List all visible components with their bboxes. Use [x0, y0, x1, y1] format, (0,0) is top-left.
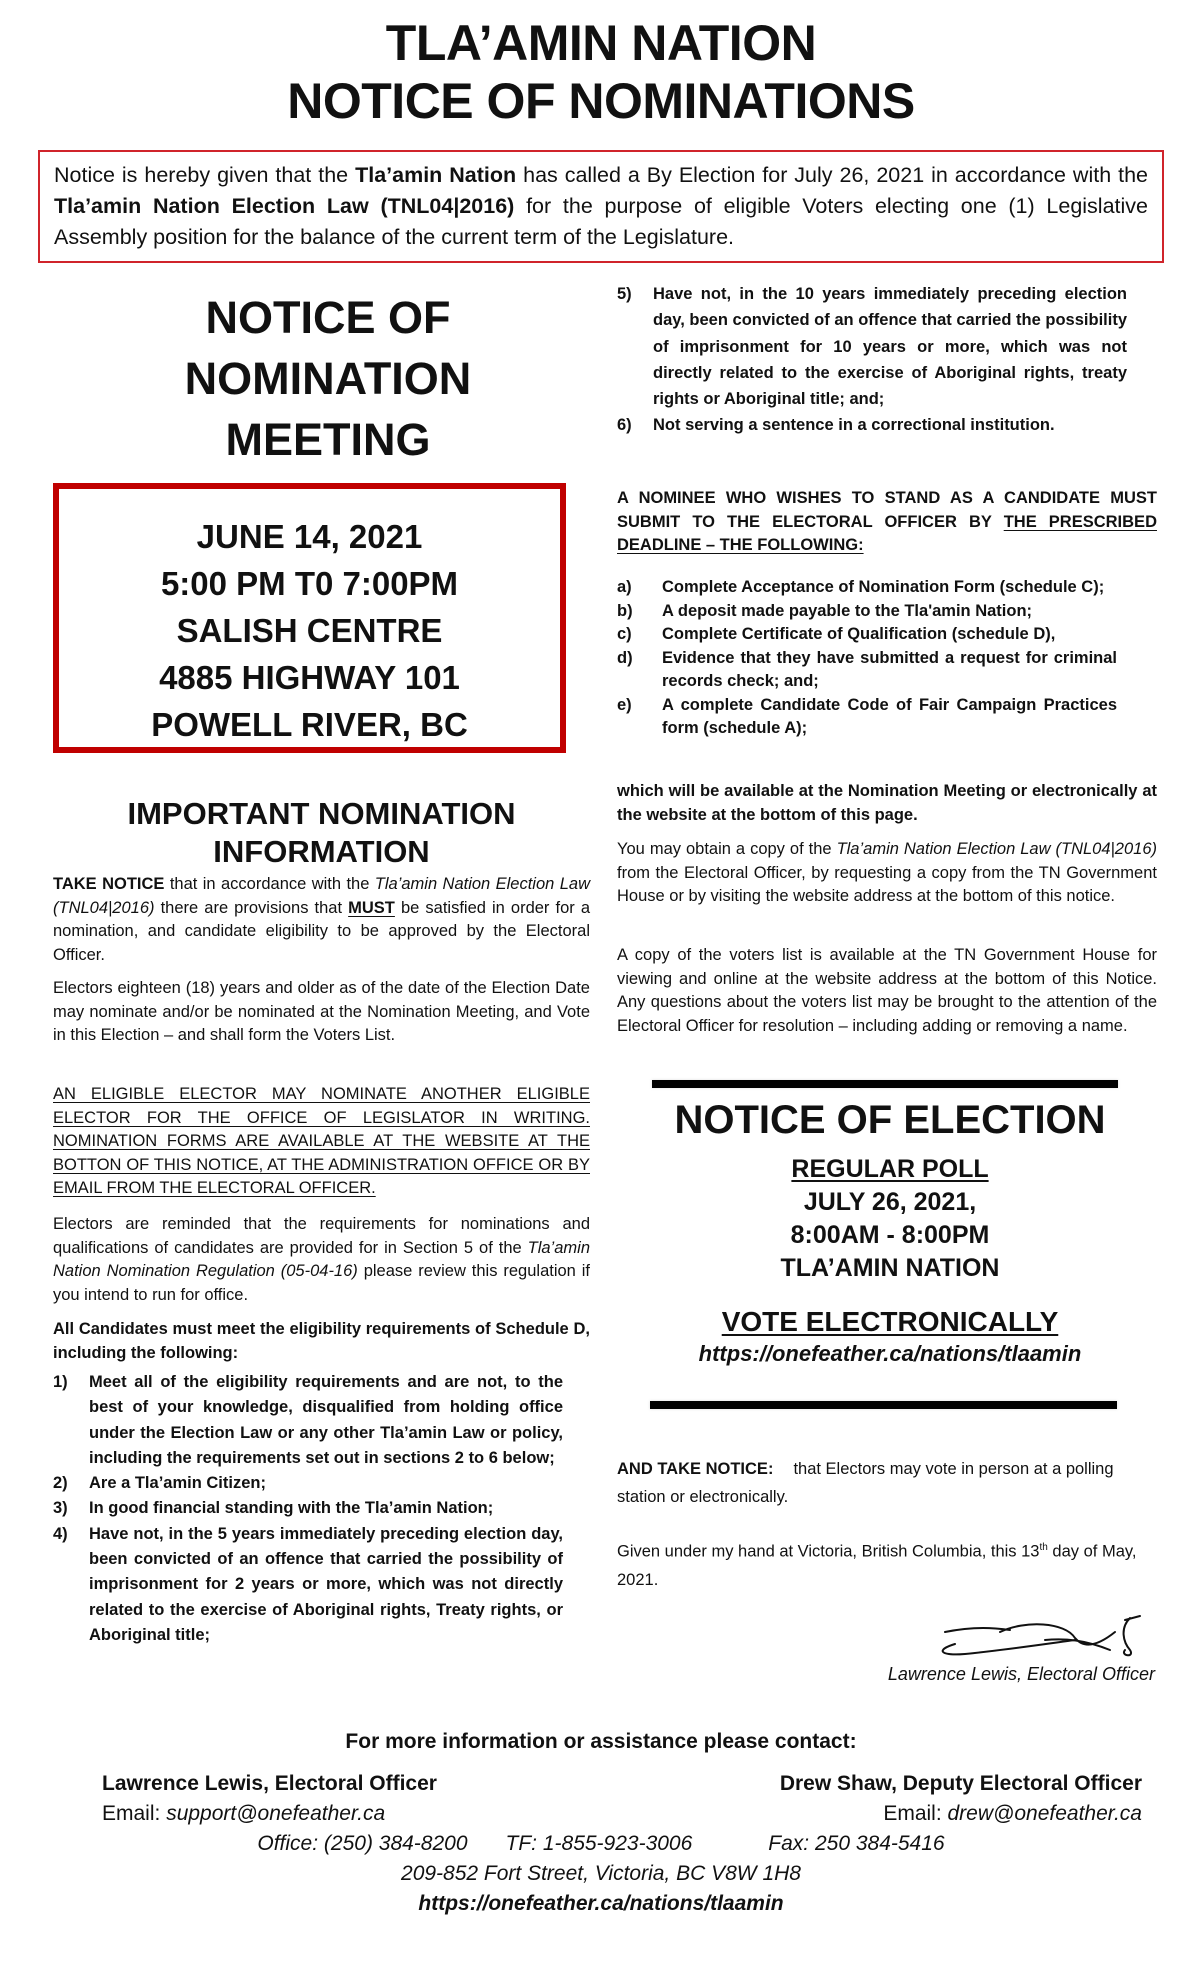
text: from the Electoral Officer, by requesting a copy from the TN Government House or by visiting the website address at the bottom of this notice. — [617, 863, 1157, 905]
item-number: 1) — [53, 1373, 68, 1391]
divider-top — [652, 1080, 1118, 1088]
requirement-item — [53, 1522, 563, 1648]
vote-electronically-block — [610, 1305, 1170, 1369]
item-number: 4) — [53, 1524, 68, 1543]
meeting-city: POWELL RIVER, BC — [151, 706, 468, 743]
ordinal-suffix: th — [1039, 1542, 1048, 1553]
item-letter: b) — [617, 601, 633, 620]
requirement-item — [53, 1370, 563, 1471]
signer-name: Lawrence Lewis, Electoral Officer — [887, 1664, 1155, 1684]
text: Electors are reminded that the requirements for nominations and qualifications of candidates are provided for in Section 5 of the — [53, 1215, 590, 1257]
important-heading-line: IMPORTANT NOMINATION — [127, 796, 516, 831]
title-line-2: NOTICE OF NOMINATIONS — [287, 73, 915, 129]
text: Given under my hand at Victoria, British Columbia, this 13 — [617, 1542, 1040, 1561]
meeting-time: 5:00 PM T0 7:00PM — [160, 565, 459, 602]
given-under-hand-paragraph — [617, 1534, 1157, 1594]
nominee-heading — [617, 487, 1157, 558]
submission-list — [617, 576, 1117, 741]
meeting-title-line: NOTICE OF — [205, 292, 451, 343]
text: You may obtain a copy of the — [617, 840, 837, 858]
item-text: A complete Candidate Code of Fair Campaign Practices form (schedule A); — [662, 695, 1117, 737]
item-letter: a) — [617, 578, 632, 596]
meeting-venue: SALISH CENTRE — [176, 612, 443, 649]
meeting-date: JUNE 14, 2021 — [196, 518, 423, 555]
and-take-notice-paragraph — [617, 1455, 1157, 1511]
submission-item — [617, 600, 1117, 624]
availability-paragraph: which will be available at the Nomination Meeting or electronically at the website at the bottom of this page. — [617, 782, 1157, 824]
signature-stroke — [943, 1616, 1140, 1655]
item-text: Complete Certificate of Qualification (schedule D), — [662, 625, 1056, 643]
poll-heading: REGULAR POLL — [791, 1155, 989, 1183]
item-text: Have not, in the 10 years immediately preceding election day, been convicted of an offence that carried the possibility of imprisonment for 10 years or more, which was not directly related to the exercise of Aboriginal rights, treaty rights or Aboriginal title; and; — [653, 285, 1127, 409]
intro-notice-box — [38, 150, 1164, 263]
title-line-1: TLA’AMIN NATION — [385, 15, 817, 71]
officer-name: Lawrence Lewis, Electoral Officer — [102, 1772, 437, 1795]
requirement-item — [617, 281, 1127, 412]
item-number: 3) — [53, 1499, 68, 1518]
item-letter: e) — [617, 695, 632, 714]
intro-text-1: Notice is hereby given that the — [54, 163, 356, 187]
item-number: 5) — [617, 285, 632, 303]
meeting-title-line: MEETING — [225, 414, 431, 465]
item-letter: d) — [617, 648, 633, 667]
item-text: Have not, in the 5 years immediately preceding election day, been convicted of an offence that carried the possibility of imprisonment for 2 years or more, which was not directly related to the exercise of Aboriginal rights, Treaty rights, or Aboriginal title; — [89, 1524, 563, 1644]
law-citation: Tla’amin Nation Election Law (TNL04|2016) — [836, 840, 1157, 858]
item-text: In good financial standing with the Tla’amin Nation; — [89, 1499, 494, 1518]
intro-law: Tla’amin Nation Election Law (TNL04|2016) — [54, 194, 515, 218]
text: day of May, 2021. — [617, 1542, 1137, 1589]
contact-heading: For more information or assistance please contact: — [345, 1730, 857, 1753]
deadline-emphasis: THE PRESCRIBED DEADLINE – THE FOLLOWING: — [617, 512, 1157, 554]
item-text: Complete Acceptance of Nomination Form (schedule C); — [662, 578, 1105, 596]
important-info-heading — [53, 795, 590, 871]
page-title — [0, 14, 1202, 130]
email-link[interactable]: drew@onefeather.ca — [947, 1802, 1142, 1825]
voters-list-paragraph: A copy of the voters list is available at the TN Government House for viewing and online at the website address at the bottom of this Notice. Any questions about the voters list may be brought to the attention of the Electoral Officer for resolution – including adding or removing a name. — [617, 946, 1157, 1035]
text: there are provisions that — [154, 898, 349, 917]
intro-nation: Tla’amin Nation — [355, 163, 517, 187]
email-label: Email: — [102, 1802, 167, 1825]
officer-email-line — [102, 1799, 602, 1829]
vote-heading: VOTE ELECTRONICALLY — [721, 1306, 1059, 1337]
and-take-notice-label: AND TAKE NOTICE: — [617, 1460, 774, 1478]
requirements-list — [53, 1370, 563, 1648]
signature-image — [925, 1610, 1155, 1670]
requirement-item — [53, 1496, 563, 1521]
text: please review this regulation if you intend to run for office. — [53, 1262, 590, 1304]
phone-numbers — [0, 1829, 1202, 1859]
meeting-street: 4885 HIGHWAY 101 — [159, 659, 460, 696]
intro-text-2: has called a By Election for July 26, 2021 in accordance with the — [516, 163, 1148, 187]
election-title: NOTICE OF ELECTION — [674, 1098, 1106, 1142]
fax-number: Fax: 250 384-5416 — [768, 1832, 945, 1855]
meeting-title-line: NOMINATION — [184, 353, 472, 404]
item-letter: c) — [617, 625, 632, 643]
contact-deputy-officer — [642, 1769, 1142, 1829]
election-date: JULY 26, 2021, — [803, 1188, 977, 1216]
officer-name: Drew Shaw, Deputy Electoral Officer — [779, 1772, 1142, 1795]
submission-item — [617, 623, 1117, 647]
requirements-list-continued — [617, 281, 1127, 439]
text: be satisfied in order for a nomination, and candidate eligibility to be approved by the Electoral Officer. — [53, 898, 590, 964]
mailing-address: 209-852 Fort Street, Victoria, BC V8W 1H8 — [401, 1862, 801, 1885]
text: A NOMINEE WHO WISHES TO STAND AS A CANDIDATE MUST SUBMIT TO THE ELECTORAL OFFICER BY — [617, 489, 1157, 531]
candidates-intro: All Candidates must meet the eligibility requirements of Schedule D, including the following: — [53, 1320, 590, 1362]
office-phone: Office: (250) 384-8200 — [257, 1832, 468, 1855]
copy-law-paragraph — [617, 838, 1157, 909]
regulation-citation: Tla’amin Nation Nomination Regulation (05-04-16) — [53, 1238, 590, 1280]
election-details — [610, 1153, 1170, 1285]
item-text: Not serving a sentence in a correctional institution. — [653, 416, 1055, 435]
email-link[interactable]: support@onefeather.ca — [166, 1802, 386, 1825]
law-citation: Tla’amin Nation Election Law (TNL04|2016) — [53, 875, 590, 917]
item-text: A deposit made payable to the Tla'amin Nation; — [662, 601, 1033, 620]
reminder-paragraph — [53, 1213, 590, 1307]
eligible-elector-paragraph: AN ELIGIBLE ELECTOR MAY NOMINATE ANOTHER ELIGIBLE ELECTOR FOR THE OFFICE OF LEGISLATOR IN WRITING. NOMINATION FORMS ARE AVAILABLE AT THE WEBSITE AT THE BOTTON OF THIS NOTICE, AT THE ADMINISTRATION OFFICE OR BY EMAIL FROM THE ELECTORAL OFFICER. — [53, 1085, 590, 1197]
officer-email-line — [642, 1799, 1142, 1829]
requirement-item — [53, 1471, 563, 1496]
item-number: 6) — [617, 416, 632, 435]
must-emphasis: MUST — [348, 898, 395, 917]
take-notice-paragraph — [53, 873, 590, 967]
important-heading-line: INFORMATION — [213, 834, 430, 869]
divider-bottom — [650, 1401, 1117, 1409]
email-label: Email: — [883, 1802, 948, 1825]
item-text: Meet all of the eligibility requirements and are not, to the best of your knowledge, disqualified from holding office under the Election Law or any other Tla’amin Law or policy, including the requirements set out in sections 2 to 6 below; — [89, 1373, 563, 1467]
item-number: 2) — [53, 1474, 68, 1493]
meeting-title — [0, 287, 656, 470]
tollfree-phone: TF: 1-855-923-3006 — [505, 1832, 693, 1855]
election-location: TLA’AMIN NATION — [780, 1254, 1000, 1282]
item-text: Are a Tla’amin Citizen; — [89, 1474, 266, 1493]
contact-electoral-officer — [102, 1769, 602, 1829]
text: that Electors may vote in person at a polling station or electronically. — [617, 1460, 1114, 1506]
take-notice-label: TAKE NOTICE — [53, 875, 165, 893]
meeting-details-box — [53, 483, 566, 753]
submission-item — [617, 576, 1117, 600]
submission-item — [617, 647, 1117, 694]
footer-url-link[interactable]: https://onefeather.ca/nations/tlaamin — [418, 1892, 784, 1915]
text: that in accordance with the — [164, 875, 375, 893]
submission-item — [617, 694, 1117, 741]
election-time: 8:00AM - 8:00PM — [790, 1221, 990, 1249]
electors-paragraph: Electors eighteen (18) years and older as of the date of the Election Date may nominate and/or be nominated at the Nomination Meeting, and Vote in this Election – and shall form the Voters List. — [53, 979, 590, 1044]
item-text: Evidence that they have submitted a request for criminal records check; and; — [662, 648, 1117, 690]
intro-text-3: for the purpose of eligible Voters electing one (1) Legislative Assembly position for the balance of the current term of the Legislature. — [54, 194, 1148, 249]
vote-url-link[interactable]: https://onefeather.ca/nations/tlaamin — [698, 1341, 1082, 1366]
requirement-item — [617, 412, 1127, 438]
